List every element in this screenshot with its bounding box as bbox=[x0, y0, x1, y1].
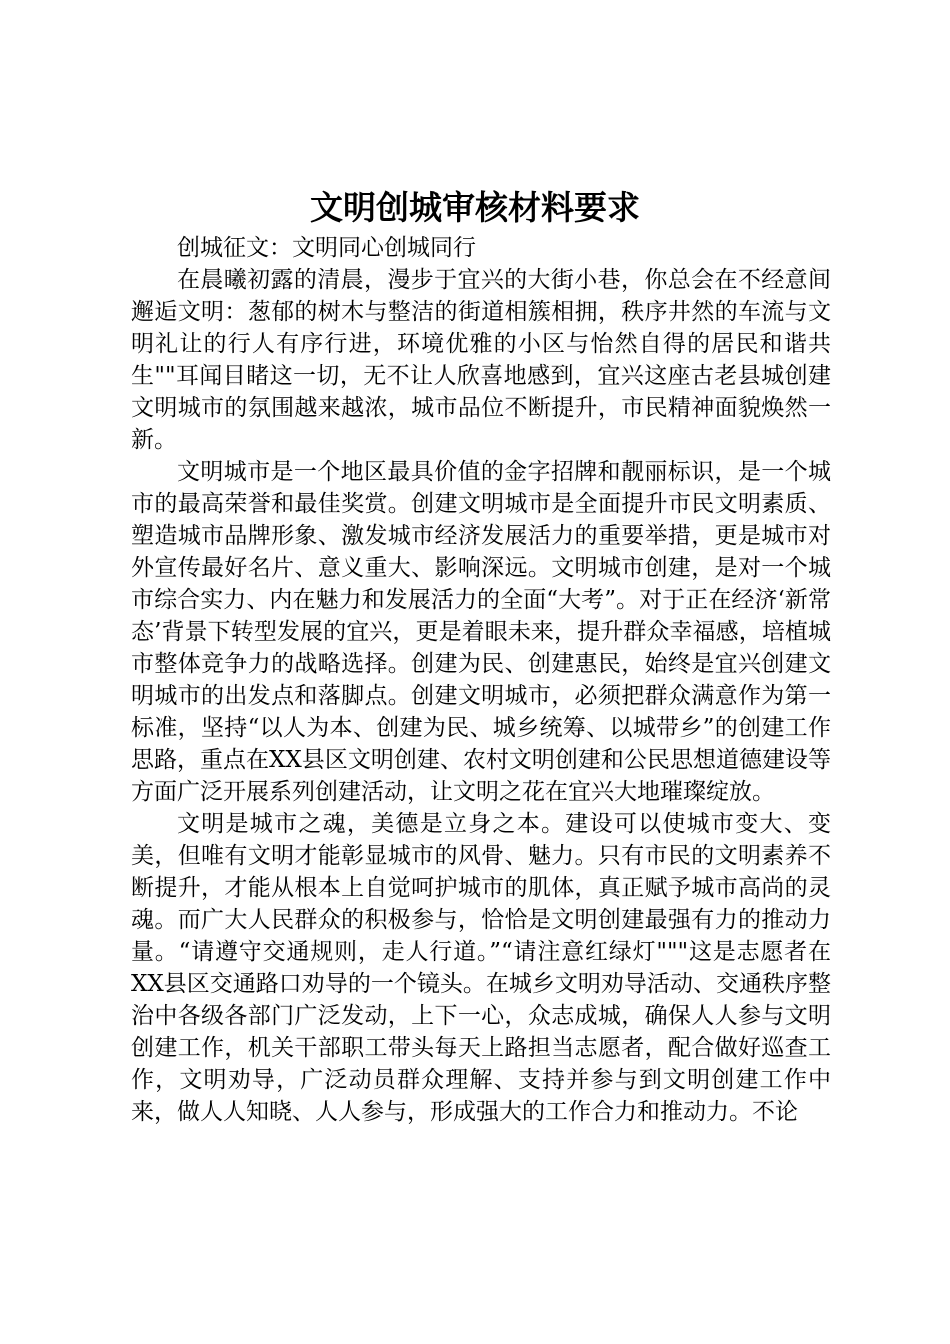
document-subtitle: 创城征文：文明同心创城同行 bbox=[177, 235, 476, 261]
paragraph-1: 在晨曦初露的清晨，漫步于宜兴的大街小巷，你总会在不经意间邂逅文明：葱郁的树木与整洁的街道相簇相拥，秩序井然的车流与文明礼让的行人有序行进，环境优雅的小区与怡然自得的居民和谐共生""耳闻目睹这一切，无不让人欣喜地感到，宜兴这座古老县城创建文明城市的氛围越来越浓，城市品位不断提升，市民精神面貌焕然一新。 bbox=[131, 267, 831, 453]
paragraph-2: 文明城市是一个地区最具价值的金字招牌和靓丽标识，是一个城市的最高荣誉和最佳奖赏。创建文明城市是全面提升市民文明素质、塑造城市品牌形象、激发城市经济发展活力的重要举措，更是城市对外宣传最好名片、意义重大、影响深远。文明城市创建，是对一个城市综合实力、内在魅力和发展活力的全面“大考”。对于正在经济‘新常态’背景下转型发展的宜兴，更是着眼未来，提升群众幸福感，培植城市整体竞争力的战略选择。创建为民、创建惠民，始终是宜兴创建文明城市的出发点和落脚点。创建文明城市，必须把群众满意作为第一标准，坚持“以人为本、创建为民、城乡统筹、以城带乡”的创建工作思路，重点在XX县区文明创建、农村文明创建和公民思想道德建设等方面广泛开展系列创建活动，让文明之花在宜兴大地璀璨绽放。 bbox=[131, 459, 831, 805]
paragraph-3: 文明是城市之魂，美德是立身之本。建设可以使城市变大、变美，但唯有文明才能彰显城市的风骨、魅力。只有市民的文明素养不断提升，才能从根本上自觉呵护城市的肌体，真正赋予城市高尚的灵魂。而广大人民群众的积极参与，恰恰是文明创建最强有力的推动力量。“请遵守交通规则，走人行道。”“请注意红绿灯"""这是志愿者在XX县区交通路口劝导的一个镜头。在城乡文明劝导活动、交通秩序整治中各级各部门广泛发动，上下一心，众志成城，确保人人参与文明创建工作，机关干部职工带头每天上路担当志愿者，配合做好巡查工作，文明劝导，广泛动员群众理解、支持并参与到文明创建工作中来，做人人知晓、人人参与，形成强大的工作合力和推动力。不论 bbox=[131, 811, 831, 1125]
document-body bbox=[131, 232, 831, 1128]
document-title: 文明创城审核材料要求 bbox=[310, 188, 640, 227]
